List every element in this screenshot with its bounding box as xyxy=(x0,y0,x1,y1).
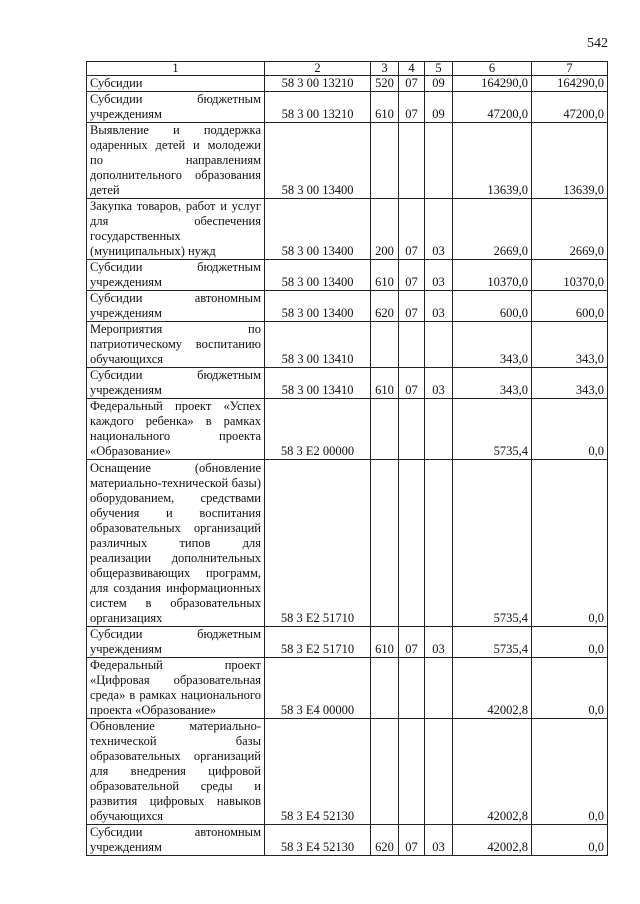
row-col7: 343,0 xyxy=(532,322,608,368)
row-col7: 47200,0 xyxy=(532,92,608,123)
row-code: 58 3 E2 00000 xyxy=(265,399,371,460)
row-code: 58 3 E4 52130 xyxy=(265,825,371,856)
row-col5 xyxy=(425,658,453,719)
table-row xyxy=(87,322,608,368)
row-col6: 42002,8 xyxy=(453,658,532,719)
row-col7: 10370,0 xyxy=(532,260,608,291)
table-row xyxy=(87,260,608,291)
row-col4: 07 xyxy=(399,76,425,92)
row-name: Обновление материально-технической базы образовательных организаций для внедрения цифровой образовательной среды и развития цифровых навыков обучающихся xyxy=(87,719,265,825)
row-col7: 2669,0 xyxy=(532,199,608,260)
row-col6: 13639,0 xyxy=(453,123,532,199)
row-col3: 610 xyxy=(371,627,399,658)
table-row xyxy=(87,658,608,719)
row-col7: 13639,0 xyxy=(532,123,608,199)
row-col3 xyxy=(371,322,399,368)
row-col7: 343,0 xyxy=(532,368,608,399)
row-code: 58 3 00 13400 xyxy=(265,260,371,291)
row-col4: 07 xyxy=(399,92,425,123)
row-col6: 42002,8 xyxy=(453,825,532,856)
row-name: Субсидии автономным учреждениям xyxy=(87,825,265,856)
row-col3: 620 xyxy=(371,291,399,322)
row-code: 58 3 E2 51710 xyxy=(265,627,371,658)
row-col7: 0,0 xyxy=(532,399,608,460)
column-header: 3 xyxy=(371,62,399,76)
row-col5: 09 xyxy=(425,92,453,123)
row-col6: 42002,8 xyxy=(453,719,532,825)
row-col3: 620 xyxy=(371,825,399,856)
row-name: Мероприятия по патриотическому воспитанию обучающихся xyxy=(87,322,265,368)
row-col3: 610 xyxy=(371,368,399,399)
row-code: 58 3 00 13400 xyxy=(265,199,371,260)
row-col5 xyxy=(425,719,453,825)
row-name: Федеральный проект «Успех каждого ребенка» в рамках национального проекта «Образование» xyxy=(87,399,265,460)
row-name: Федеральный проект «Цифровая образовательная среда» в рамках национального проекта «Образование» xyxy=(87,658,265,719)
table-row xyxy=(87,719,608,825)
row-col4 xyxy=(399,719,425,825)
row-col3 xyxy=(371,658,399,719)
row-col6: 10370,0 xyxy=(453,260,532,291)
row-col4: 07 xyxy=(399,627,425,658)
row-col3 xyxy=(371,460,399,627)
row-col5: 03 xyxy=(425,825,453,856)
row-code: 58 3 00 13210 xyxy=(265,76,371,92)
row-name: Оснащение (обновление материально-технической базы) оборудованием, средствами обучения и воспитания образовательных организаций различных типов для реализации дополнительных общеразвивающих программ, для создания информационных систем в образовательных организациях xyxy=(87,460,265,627)
row-col4: 07 xyxy=(399,825,425,856)
row-name: Выявление и поддержка одаренных детей и молодежи по направлениям дополнительного образования детей xyxy=(87,123,265,199)
row-col5 xyxy=(425,322,453,368)
row-col3: 610 xyxy=(371,260,399,291)
row-code: 58 3 00 13210 xyxy=(265,92,371,123)
table-row xyxy=(87,76,608,92)
table-row xyxy=(87,399,608,460)
table-row xyxy=(87,627,608,658)
row-name: Субсидии xyxy=(87,76,265,92)
row-col7: 0,0 xyxy=(532,460,608,627)
row-col5 xyxy=(425,460,453,627)
row-col4 xyxy=(399,123,425,199)
row-col6: 5735,4 xyxy=(453,460,532,627)
header-row xyxy=(87,62,608,76)
row-col3: 520 xyxy=(371,76,399,92)
row-col5: 09 xyxy=(425,76,453,92)
column-header: 6 xyxy=(453,62,532,76)
row-name: Субсидии бюджетным учреждениям xyxy=(87,92,265,123)
table-row xyxy=(87,291,608,322)
row-col5: 03 xyxy=(425,291,453,322)
row-col5: 03 xyxy=(425,199,453,260)
row-col5 xyxy=(425,123,453,199)
row-name: Субсидии бюджетным учреждениям xyxy=(87,627,265,658)
row-name: Субсидии автономным учреждениям xyxy=(87,291,265,322)
row-col6: 164290,0 xyxy=(453,76,532,92)
row-col4: 07 xyxy=(399,368,425,399)
page-number: 542 xyxy=(587,36,608,51)
row-col5: 03 xyxy=(425,627,453,658)
table-row xyxy=(87,368,608,399)
column-header: 7 xyxy=(532,62,608,76)
row-col7: 164290,0 xyxy=(532,76,608,92)
table-row xyxy=(87,92,608,123)
row-col3: 200 xyxy=(371,199,399,260)
row-col6: 343,0 xyxy=(453,368,532,399)
row-col7: 600,0 xyxy=(532,291,608,322)
row-col4: 07 xyxy=(399,291,425,322)
row-col3 xyxy=(371,719,399,825)
row-col5: 03 xyxy=(425,260,453,291)
row-col6: 2669,0 xyxy=(453,199,532,260)
column-header: 5 xyxy=(425,62,453,76)
column-header: 4 xyxy=(399,62,425,76)
row-col3 xyxy=(371,123,399,199)
row-col7: 0,0 xyxy=(532,825,608,856)
row-col6: 47200,0 xyxy=(453,92,532,123)
row-col3 xyxy=(371,399,399,460)
row-col5: 03 xyxy=(425,368,453,399)
table-row xyxy=(87,199,608,260)
row-col4 xyxy=(399,322,425,368)
table-row xyxy=(87,460,608,627)
row-col7: 0,0 xyxy=(532,658,608,719)
row-name: Субсидии бюджетным учреждениям xyxy=(87,368,265,399)
row-name: Субсидии бюджетным учреждениям xyxy=(87,260,265,291)
row-col7: 0,0 xyxy=(532,627,608,658)
row-col4 xyxy=(399,658,425,719)
table-row xyxy=(87,123,608,199)
row-col4: 07 xyxy=(399,260,425,291)
row-col4 xyxy=(399,460,425,627)
row-code: 58 3 E4 52130 xyxy=(265,719,371,825)
row-name: Закупка товаров, работ и услуг для обеспечения государственных (муниципальных) нужд xyxy=(87,199,265,260)
row-code: 58 3 00 13400 xyxy=(265,123,371,199)
row-col6: 5735,4 xyxy=(453,627,532,658)
row-col6: 5735,4 xyxy=(453,399,532,460)
row-code: 58 3 00 13410 xyxy=(265,322,371,368)
row-col4 xyxy=(399,399,425,460)
column-header: 1 xyxy=(87,62,265,76)
row-col5 xyxy=(425,399,453,460)
row-code: 58 3 00 13400 xyxy=(265,291,371,322)
row-code: 58 3 E4 00000 xyxy=(265,658,371,719)
column-header: 2 xyxy=(265,62,371,76)
budget-table xyxy=(86,61,608,856)
row-code: 58 3 E2 51710 xyxy=(265,460,371,627)
table-row xyxy=(87,825,608,856)
row-code: 58 3 00 13410 xyxy=(265,368,371,399)
row-col7: 0,0 xyxy=(532,719,608,825)
row-col3: 610 xyxy=(371,92,399,123)
row-col6: 600,0 xyxy=(453,291,532,322)
row-col6: 343,0 xyxy=(453,322,532,368)
row-col4: 07 xyxy=(399,199,425,260)
